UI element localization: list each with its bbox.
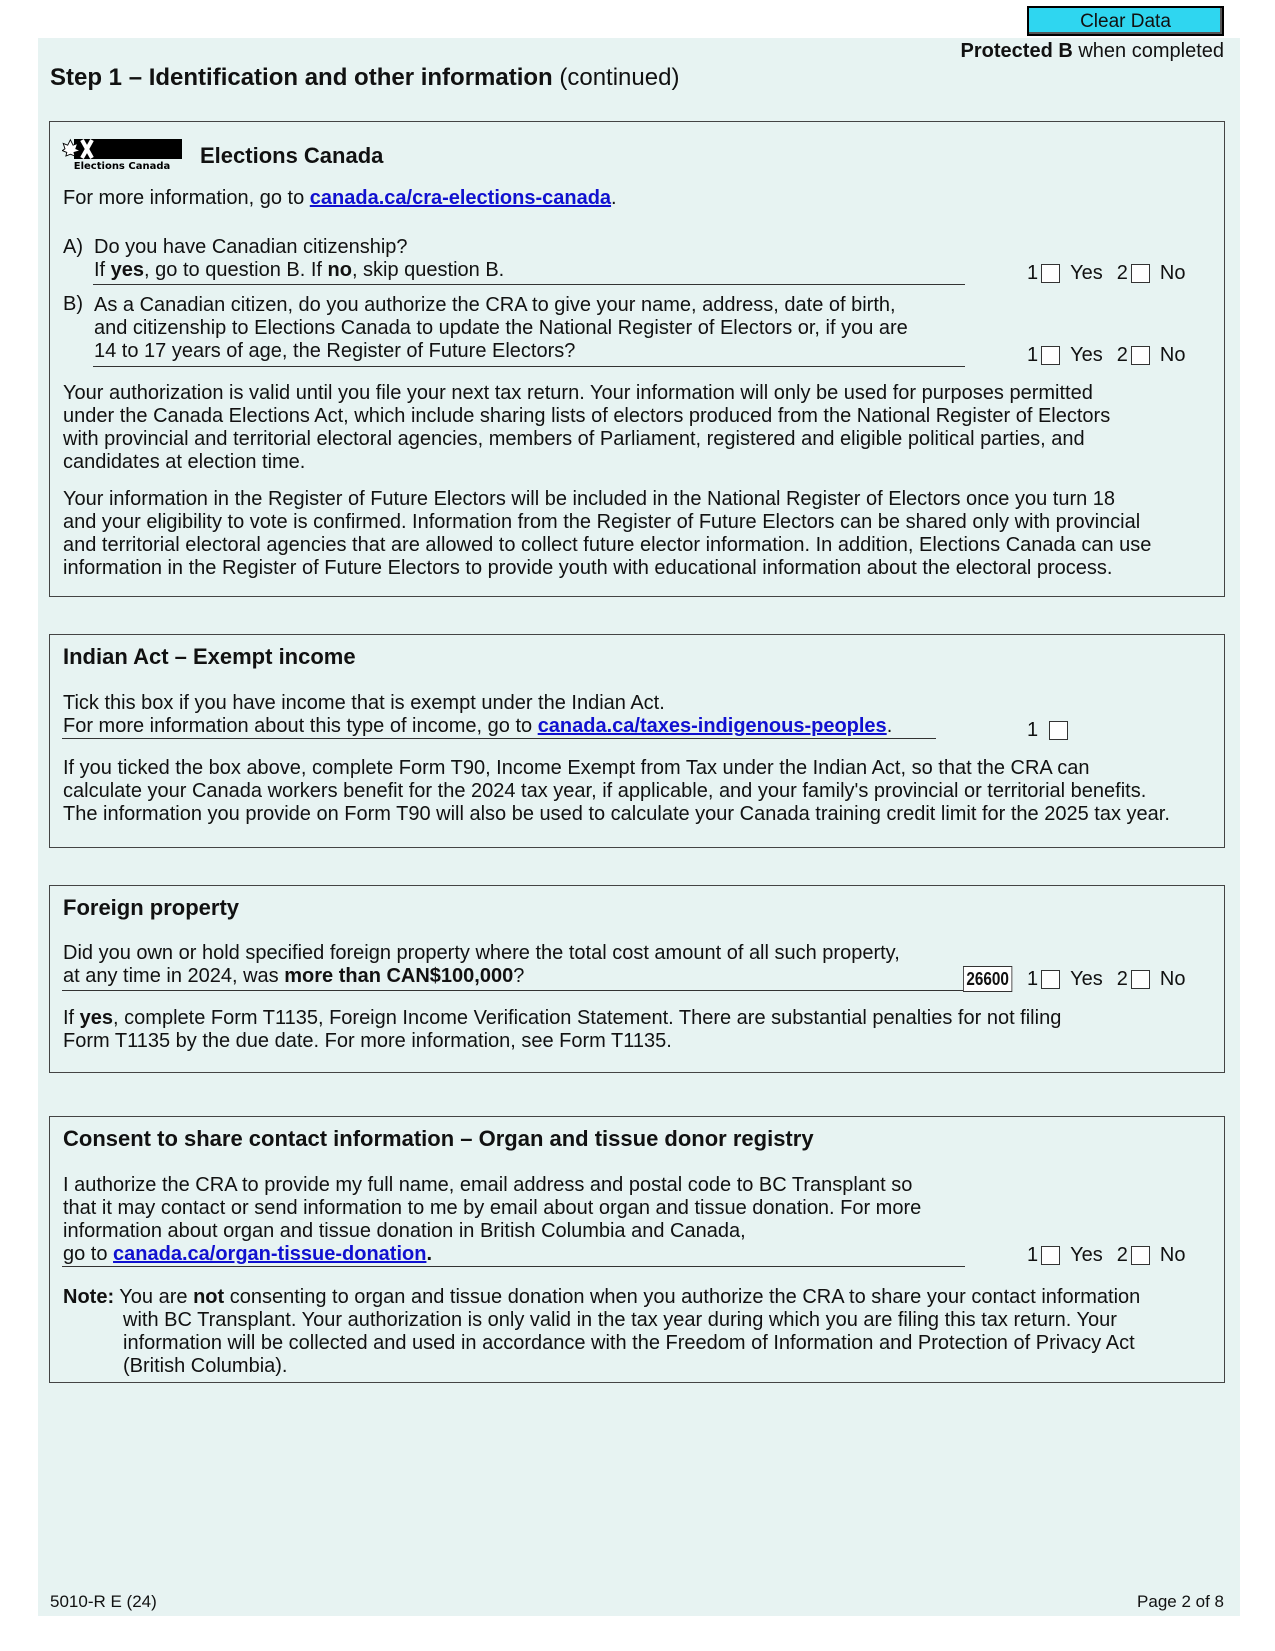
indian-act-paragraph: If you ticked the box above, complete Form T90, Income Exempt from Tax under the Indian Act, so that the CRA can calculate your Canada workers benefit for the 2024 tax year, if applicable, and your family's provincial or territorial benefits. The information you provide on Form T90 will also be used to calculate your Canada training credit limit for the 2025 tax year.: [63, 757, 1170, 825]
elections-canada-title: Elections Canada: [200, 143, 384, 168]
question-b-letter: B): [63, 293, 83, 315]
indian-act-exempt-checkbox[interactable]: [1049, 721, 1068, 740]
question-b-text: As a Canadian citizen, do you authorize the CRA to give your name, address, date of birth, and citizenship to Elections Canada to update the National Register of Electors or, if you are 14 to 17 years of age, the Register of Future Electors?: [94, 294, 908, 362]
foreign-property-yes-checkbox[interactable]: [1041, 970, 1060, 989]
divider: [62, 738, 936, 739]
line-code-26600: 26600: [963, 966, 1012, 992]
authorization-paragraph: Your authorization is valid until you file your next tax return. Your information will only be used for purposes permitted under the Canada Elections Act, which include sharing lists of electors produced from the National Register of Electors with provincial and territorial electoral agencies, members of Parliament, registered and eligible political parties, and candidates at election time.: [63, 382, 1111, 473]
foreign-property-no-checkbox[interactable]: [1131, 970, 1150, 989]
foreign-property-choices: 1 Yes 2 No: [1027, 968, 1186, 990]
organ-donor-yes-checkbox[interactable]: [1041, 1246, 1060, 1265]
divider: [93, 366, 965, 367]
future-electors-paragraph: Your information in the Register of Future Electors will be included in the National Register of Electors once you turn 18 and your eligibility to vote is confirmed. Information from the Register of Future Electors can be shared only with provincial and territorial electoral agencies that are allowed to collect future elector information. In addition, Elections Canada can use information in the Register of Future Electors to provide youth with educational information about the electoral process.: [63, 488, 1152, 579]
organ-donor-note: Note: You are not consenting to organ and tissue donation when you authorize the CRA to share your contact information with BC Transplant. Your authorization is only valid in the tax year during which you are filing this tax return. Your information will be collected and used in accordance with the Freedom of Information and Protection of Privacy Act (British Columbia).: [63, 1286, 1141, 1377]
question-a-choices: 1 Yes 2 No: [1027, 262, 1186, 284]
cra-elections-canada-link[interactable]: canada.ca/cra-elections-canada: [309, 187, 612, 209]
page-title: Step 1 – Identification and other information (continued): [50, 64, 680, 91]
organ-donor-no-checkbox[interactable]: [1131, 1246, 1150, 1265]
organ-donor-title: Consent to share contact information – Organ and tissue donor registry: [63, 1126, 814, 1151]
indian-act-choice: 1: [1027, 719, 1068, 742]
foreign-property-title: Foreign property: [63, 895, 240, 920]
question-b-yes-checkbox[interactable]: [1041, 346, 1060, 365]
foreign-property-paragraph: If yes, complete Form T1135, Foreign Income Verification Statement. There are substantial penalties for not filing Form T1135 by the due date. For more information, see Form T1135.: [63, 1007, 1062, 1052]
question-b-no-checkbox[interactable]: [1131, 346, 1150, 365]
protected-notice: Protected B when completed: [960, 40, 1224, 62]
clear-data-button[interactable]: Clear Data: [1027, 6, 1224, 36]
question-b-choices: 1 Yes 2 No: [1027, 344, 1186, 366]
taxes-indigenous-peoples-link[interactable]: canada.ca/taxes-indigenous-peoples: [537, 715, 887, 737]
divider: [62, 1266, 965, 1267]
page-number: Page 2 of 8: [1137, 1592, 1224, 1611]
elections-info-line: For more information, go to canada.ca/cra-elections-canada.: [63, 187, 617, 209]
foreign-property-question: Did you own or hold specified foreign property where the total cost amount of all such property, at any time in 2024, was more than CAN$100,000?: [63, 942, 900, 987]
question-a-letter: A): [63, 236, 83, 258]
organ-donor-consent: I authorize the CRA to provide my full name, email address and postal code to BC Transplant so that it may contact or send information to me by email about organ and tissue donation. For more information about organ and tissue donation in British Columbia and Canada, go to canada.ca/organ-tissue-donation.: [63, 1174, 922, 1265]
svg-text:Elections Canada: Elections Canada: [73, 161, 171, 172]
indian-act-title: Indian Act – Exempt income: [63, 644, 356, 669]
organ-tissue-donation-link[interactable]: canada.ca/organ-tissue-donation: [113, 1243, 427, 1265]
form-identifier: 5010-R E (24): [50, 1592, 157, 1611]
question-a-no-checkbox[interactable]: [1131, 264, 1150, 283]
divider: [62, 990, 965, 991]
organ-donor-choices: 1 Yes 2 No: [1027, 1244, 1186, 1266]
elections-canada-logo: [62, 136, 182, 172]
divider: [93, 284, 965, 285]
question-a-text: Do you have Canadian citizenship? If yes, go to question B. If no, skip question B.: [94, 236, 505, 281]
indian-act-question: Tick this box if you have income that is exempt under the Indian Act. For more information about this type of income, go to canada.ca/taxes-indigenous-peoples.: [63, 692, 893, 737]
question-a-yes-checkbox[interactable]: [1041, 264, 1060, 283]
